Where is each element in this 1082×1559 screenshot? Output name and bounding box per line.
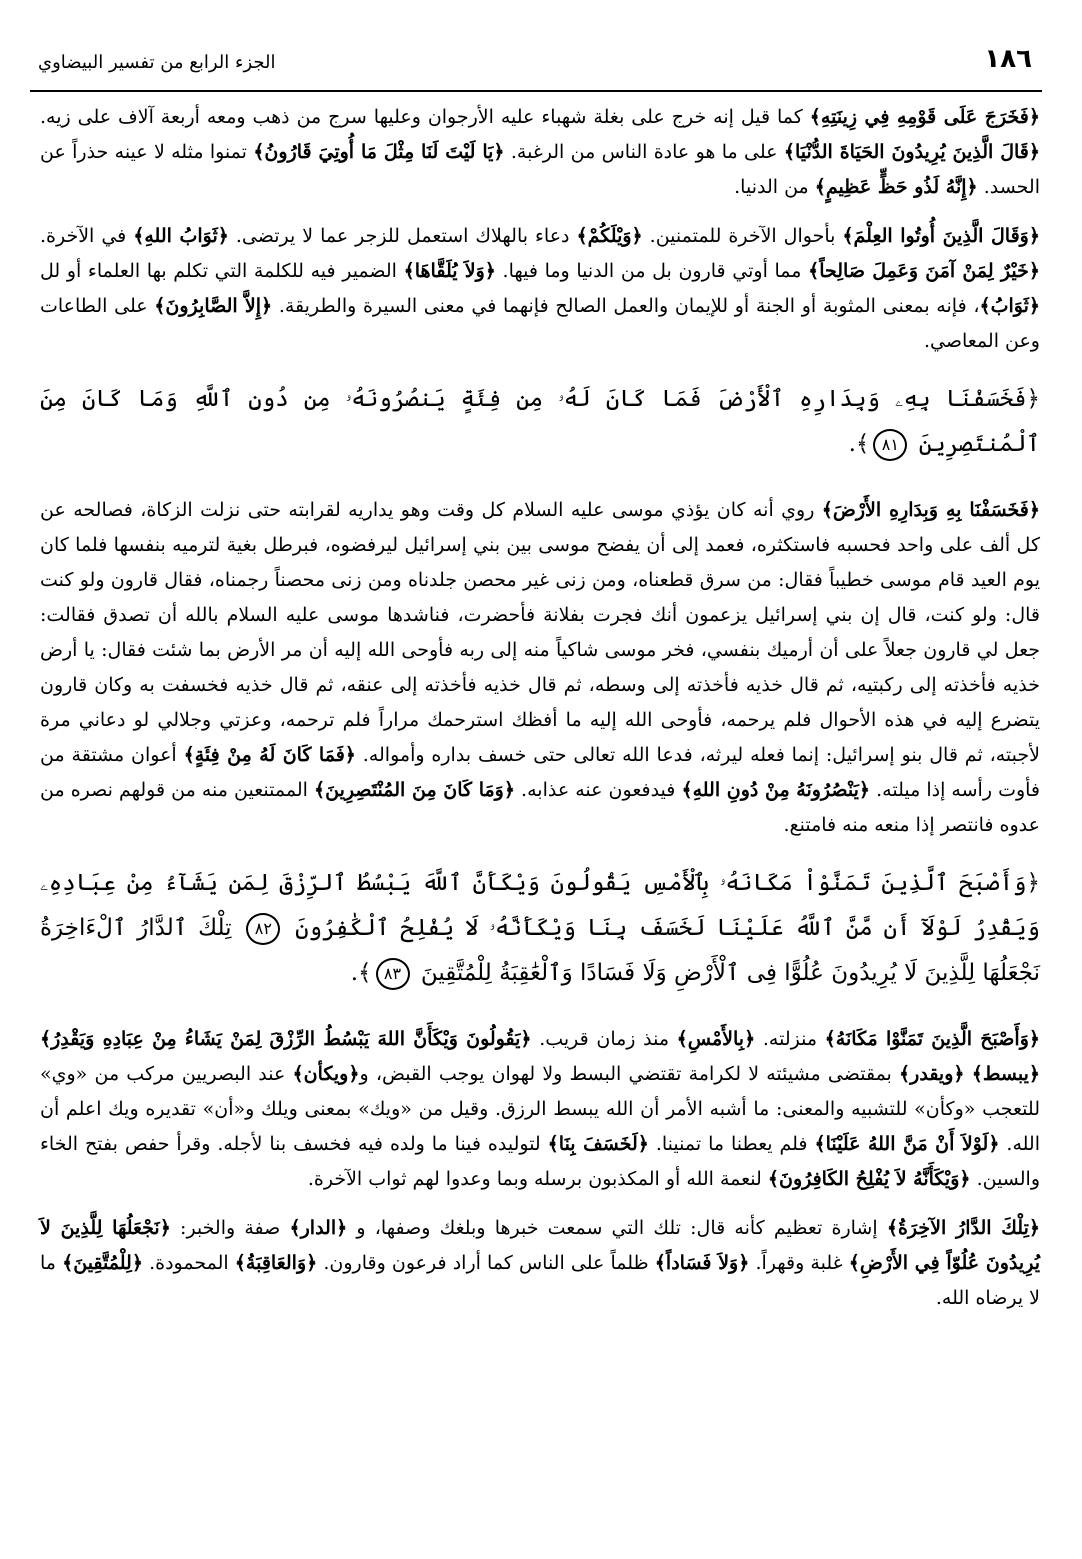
quoted-verse-phrase: ﴿يَنْصُرُونَهُ مِنْ دُونِ اللهِ﴾ — [681, 779, 871, 801]
verse-number-marker: ٨٢ — [246, 913, 280, 945]
quoted-verse-phrase: ﴿بِالأَمْسِ﴾ — [676, 1028, 756, 1050]
quoted-verse-phrase: ﴿الدار﴾ — [289, 1217, 348, 1239]
commentary-text: روي أنه كان يؤذي موسى عليه السلام كل وقت وهو يداريه لقرابته حتى نزلت الزكاة، فصالحه عن كل ألف على واحد فحسبه فاستكثره، فعمد إلى أن يفضح موسى بين بني إسرائيل ليرفضوه، فبرطل بغية لترميه بنفسها فلما كان يوم العيد قام موسى خطيباً فقال: من سرق قطعناه، ومن زنى غير محصن جلدناه ومن زنى محصناً رجمناه، فقال قارون ولو كنت قال: ولو كنت، قال إن بني إسرائيل يزعمون أنك فجرت بفلانة فأحضرت، فناشدها موسى عليه السلام بالله أن تصدق فقالت: جعل لي قارون جعلاً على أن أرميك بنفسي، فخر موسى شاكياً منه إلى ربه فأوحى الله إليه أن مر الأرض بما شئت فقال: يا أرض خذيه فأخذته إلى ركبتيه، ثم قال خذيه فأخذته إلى وسطه، ثم قال خذيه فأخذته إلى عنقه، ثم قال خذيه فخسفت به وكان قارون يتضرع إليه في هذه الأحوال فلم يرحمه، فأوحى الله إليه ما أفظك استرحمك مراراً فلم ترحمه، وعزتي وجلالي لو دعاني مرة لأجبته، ثم قال بنو إسرائيل: إنما فعله ليرثه، فدعا الله تعالى حتى خسف بداره وأمواله. — [40, 499, 1040, 766]
commentary-text: ﴿وَأَصْبَحَ ٱلَّذِينَ تَمَنَّوْاْ مَكَانَهُۥ بِٱلْأَمْسِ يَقُولُونَ وَيْكَأَنَّ ٱللَّهَ يَبْسُطُ ٱلرِّزْقَ لِمَن يَشَآءُ مِنْ عِبَادِهِۦ وَيَقْدِرُ لَوْلَآ أَن مَّنَّ ٱللَّهُ عَلَيْنَا لَخَسَفَ بِنَا وَيْكَأَنَّهُۥ لَا يُفْلِحُ ٱلْكَٰفِرُونَ — [40, 870, 1040, 941]
quoted-verse-phrase: ﴿ثَوَابُ﴾ — [979, 295, 1041, 317]
quoted-verse-phrase: ﴿وَمَا كَانَ مِنَ المُنْتَصِرِينَ﴾ — [313, 779, 515, 801]
quoted-verse-phrase: ﴿وَلاَ يُلَقَّاهَا﴾ — [403, 260, 496, 282]
commentary-text: عند البصريين مركب من «وي» للتعجب «وكأن» للتشبيه والمعنى: ما أشبه الأمر أن الله يبسط الرزق. وقيل من «ويك» بمعنى ويلك و«أن» تقديره ويك اعلم أن الله. — [40, 1063, 1041, 1155]
commentary-text: من الدنيا. — [734, 176, 815, 198]
quoted-verse-phrase: ﴿وَالعَاقِبَةُ﴾ — [234, 1252, 318, 1274]
quran-verse-block — [40, 377, 1040, 467]
commentary-paragraph — [40, 1211, 1040, 1316]
commentary-text: ﴾. — [848, 431, 870, 457]
quoted-verse-phrase: ﴿خَيْرٌ لِمَنْ آمَنَ وَعَمِلَ صَالِحاً﴾ — [808, 260, 1040, 282]
quoted-verse-phrase: ﴿ثَوَابُ اللهِ﴾ — [133, 225, 229, 247]
page-body — [40, 100, 1040, 1330]
commentary-text: فيدفعون عنه عذابه. — [514, 779, 682, 801]
commentary-text: كما قيل إنه خرج على بغلة شهباء عليه الأرجوان وعليها سرج من ذهب ومعه أربعة آلاف على زيه. — [40, 106, 810, 128]
commentary-text: فلم يعطنا ما تمنينا. — [648, 1133, 815, 1155]
commentary-text: ﴿فَخَسَفْنَا بِهِۦ وَبِدَارِهِ ٱلْأَرْضَ فَمَا كَانَ لَهُۥ مِن فِئَةٍ يَنصُرُونَهُۥ مِن دُونِ ٱللَّهِ وَمَا كَانَ مِنَ ٱلْمُنتَصِرِينَ — [40, 386, 1040, 457]
commentary-text: مما أوتي قارون بل من الدنيا وما فيها. — [495, 260, 809, 282]
commentary-text: لنعمة الله أو المكذبون برسله وبما وعدوا لهم ثواب الآخرة. — [307, 1168, 768, 1190]
commentary-text: ما لا يرضاه الله. — [40, 1252, 1040, 1309]
verse-number-marker: ٨١ — [873, 429, 907, 461]
commentary-text: على الطاعات وعن المعاصي. — [40, 295, 1040, 352]
quoted-verse-phrase: ﴿نَجْعَلُهَا لِلَّذِينَ لاَ يُرِيدُونَ عُلُوّاً فِي الأَرْضِ﴾ — [40, 1217, 1040, 1274]
commentary-text: على ما هو عادة الناس من الرغبة. — [504, 141, 784, 163]
quoted-verse-phrase: ﴿فَخَرَجَ عَلَى قَوْمِهِ فِي زِينَتِهِ﴾ — [809, 106, 1040, 128]
commentary-text: لتوليده فينا ما ولده فيه فخسف بنا لأجله. وقرأ حفص بفتح الخاء والسين. — [40, 1133, 1040, 1190]
quoted-verse-phrase: ﴿وَأَصْبَحَ الَّذِينَ تَمَنَّوْا مَكَانَهُ﴾ — [824, 1028, 1040, 1050]
commentary-text: الضمير فيه للكلمة التي تكلم بها العلماء أو لل — [40, 260, 404, 282]
quoted-verse-phrase: ﴿ويكأن﴾ — [292, 1063, 360, 1085]
commentary-text: ، فإنه بمعنى المثوبة أو الجنة أو للإيمان والعمل الصالح فإنهما في معنى السيرة والطريقة. — [272, 295, 980, 317]
commentary-text: دعاء بالهلاك استعمل للزجر عما لا يرتضى. — [228, 225, 577, 247]
commentary-text: بمقتضى مشيئته لا لكرامة تقتضي البسط ولا لهوان يوجب القبض، و — [359, 1063, 900, 1085]
commentary-text: المحمودة. — [142, 1252, 235, 1274]
verse-number-marker: ٨٣ — [376, 958, 410, 990]
quoted-verse-phrase: ﴿إِلاَّ الصَّابِرُونَ﴾ — [154, 295, 273, 317]
quoted-verse-phrase: ﴿وَيْلَكُمْ﴾ — [576, 225, 643, 247]
commentary-text: إشارة تعظيم كأنه قال: تلك التي سمعت خبرها وبلغك وصفها، و — [347, 1217, 887, 1239]
commentary-paragraph — [40, 493, 1040, 843]
quoted-verse-phrase: ﴿وَلاَ فَسَاداً﴾ — [654, 1252, 750, 1274]
quoted-verse-phrase: ﴿إِنَّهُ لَذُو حَظٍّ عَظِيمٍ﴾ — [814, 176, 978, 198]
running-title: الجزء الرابع من تفسير البيضاوي — [38, 52, 276, 73]
commentary-text — [965, 1063, 972, 1085]
commentary-text: ظلماً على الناس كما أراد فرعون وقارون. — [317, 1252, 655, 1274]
commentary-paragraph — [40, 219, 1040, 359]
quoted-verse-phrase: ﴿قَالَ الَّذِينَ يُرِيدُونَ الحَيَاةَ الدُّنْيَا﴾ — [783, 141, 1041, 163]
quoted-verse-phrase: ﴿وَقَالَ الَّذِينَ أُوتُوا العِلْمَ﴾ — [842, 225, 1040, 247]
quoted-verse-phrase: ﴿يَا لَيْتَ لَنَا مِثْلَ مَا أُوتِيَ قَارُونُ﴾ — [253, 141, 505, 163]
commentary-text: بأحوال الآخرة للمتمنين. — [642, 225, 843, 247]
quoted-verse-phrase: ﴿ويقدر﴾ — [899, 1063, 965, 1085]
commentary-text: صفة والخبر: — [170, 1217, 290, 1239]
header-divider — [30, 90, 1042, 92]
quoted-verse-phrase: ﴿لَوْلاَ أَنْ مَنَّ اللهُ عَلَيْنَا﴾ — [814, 1133, 1000, 1155]
commentary-text: ﴾. — [350, 960, 372, 986]
commentary-paragraph — [40, 1022, 1040, 1197]
commentary-text: الممتنعين منه من قولهم نصره من عدوه فانتصر إذا منعه منه فامتنع. — [40, 779, 1040, 836]
commentary-text: غلبة وقهراً. — [749, 1252, 849, 1274]
commentary-text: تمنوا مثله لا عينه حذراً عن الحسد. — [40, 141, 1040, 198]
page-header — [30, 38, 1042, 92]
commentary-text: منزلته. — [755, 1028, 825, 1050]
quoted-verse-phrase: ﴿لَخَسَفَ بِنَا﴾ — [547, 1133, 649, 1155]
quoted-verse-phrase: ﴿تِلْكَ الدَّارُ الآخِرَةُ﴾ — [886, 1217, 1040, 1239]
quoted-verse-phrase: ﴿فَمَا كَانَ لَهُ مِنْ فِئَةٍ﴾ — [183, 744, 356, 766]
quoted-verse-phrase: ﴿يَقُولُونَ وَيْكَأَنَّ اللهَ يَبْسُطُ الرِّزْقَ لِمَنْ يَشَاءُ مِنْ عِبَادِهِ وَيَقْدِرُ﴾ — [40, 1028, 532, 1050]
commentary-text: تِلْكَ ٱلدَّارُ ٱلْءَاخِرَةُ نَجْعَلُهَا لِلَّذِينَ لَا يُرِيدُونَ عُلُوًّا فِى ٱلْأَرْضِ وَلَا فَسَادًا وَٱلْعَٰقِبَةُ لِلْمُتَّقِينَ — [40, 915, 1040, 986]
commentary-paragraph — [40, 100, 1040, 205]
quoted-verse-phrase: ﴿وَيْكَأَنَّهُ لاَ يُفْلِحُ الكَافِرُونَ﴾ — [767, 1168, 971, 1190]
quoted-verse-phrase: ﴿يبسط﴾ — [971, 1063, 1040, 1085]
quoted-verse-phrase: ﴿فَخَسَفْنَا بِهِ وَبِدَارِهِ الأَرْضَ﴾ — [821, 499, 1040, 521]
page-number: ١٨٦ — [984, 44, 1032, 74]
quoted-verse-phrase: ﴿لِلْمُتَّقِينَ﴾ — [62, 1252, 143, 1274]
commentary-text: أعوان مشتقة من فأوت رأسه إذا ميلته. — [40, 744, 1040, 801]
commentary-text: منذ زمان قريب. — [531, 1028, 677, 1050]
commentary-text: في الآخرة. — [40, 225, 134, 247]
quran-verse-block — [40, 861, 1040, 996]
